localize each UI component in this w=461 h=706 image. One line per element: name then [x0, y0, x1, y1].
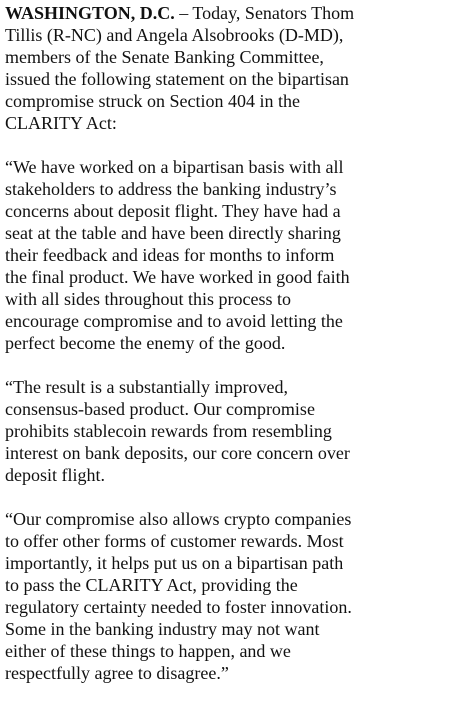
quote-paragraph-3: “Our compromise also allows crypto companies to offer other forms of customer rewards. Most importantly, it helps put us on a bipartisan path to pass the CLARITY Act, providing the regulatory certainty needed to foster innovation. Some in the banking industry may not want either of these things to happen, and we respectfully agree to disagree.”	[5, 509, 352, 683]
quote-paragraph-1: “We have worked on a bipartisan basis with all stakeholders to address the banking industry’s concerns about deposit flight. They have had a seat at the table and have been directly sharing their feedback and ideas for months to inform the final product. We have worked in good faith with all sides throughout this process to encourage compromise and to avoid letting the perfect become the enemy of the good.	[5, 157, 350, 353]
press-statement	[5, 2, 459, 706]
lead-paragraph	[5, 2, 459, 134]
quote-paragraph-2: “The result is a substantially improved, consensus-based product. Our compromise prohibits stablecoin rewards from resembling interest on bank deposits, our core concern over deposit flight.	[5, 377, 350, 485]
dateline: WASHINGTON, D.C.	[5, 3, 175, 23]
lead-text: – Today, Senators Thom Tillis (R-NC) and Angela Alsobrooks (D-MD), members of the Senate Banking Committee, issued the following statement on the bipartisan compromise struck on Section 404 in the CLARITY Act:	[5, 3, 355, 133]
